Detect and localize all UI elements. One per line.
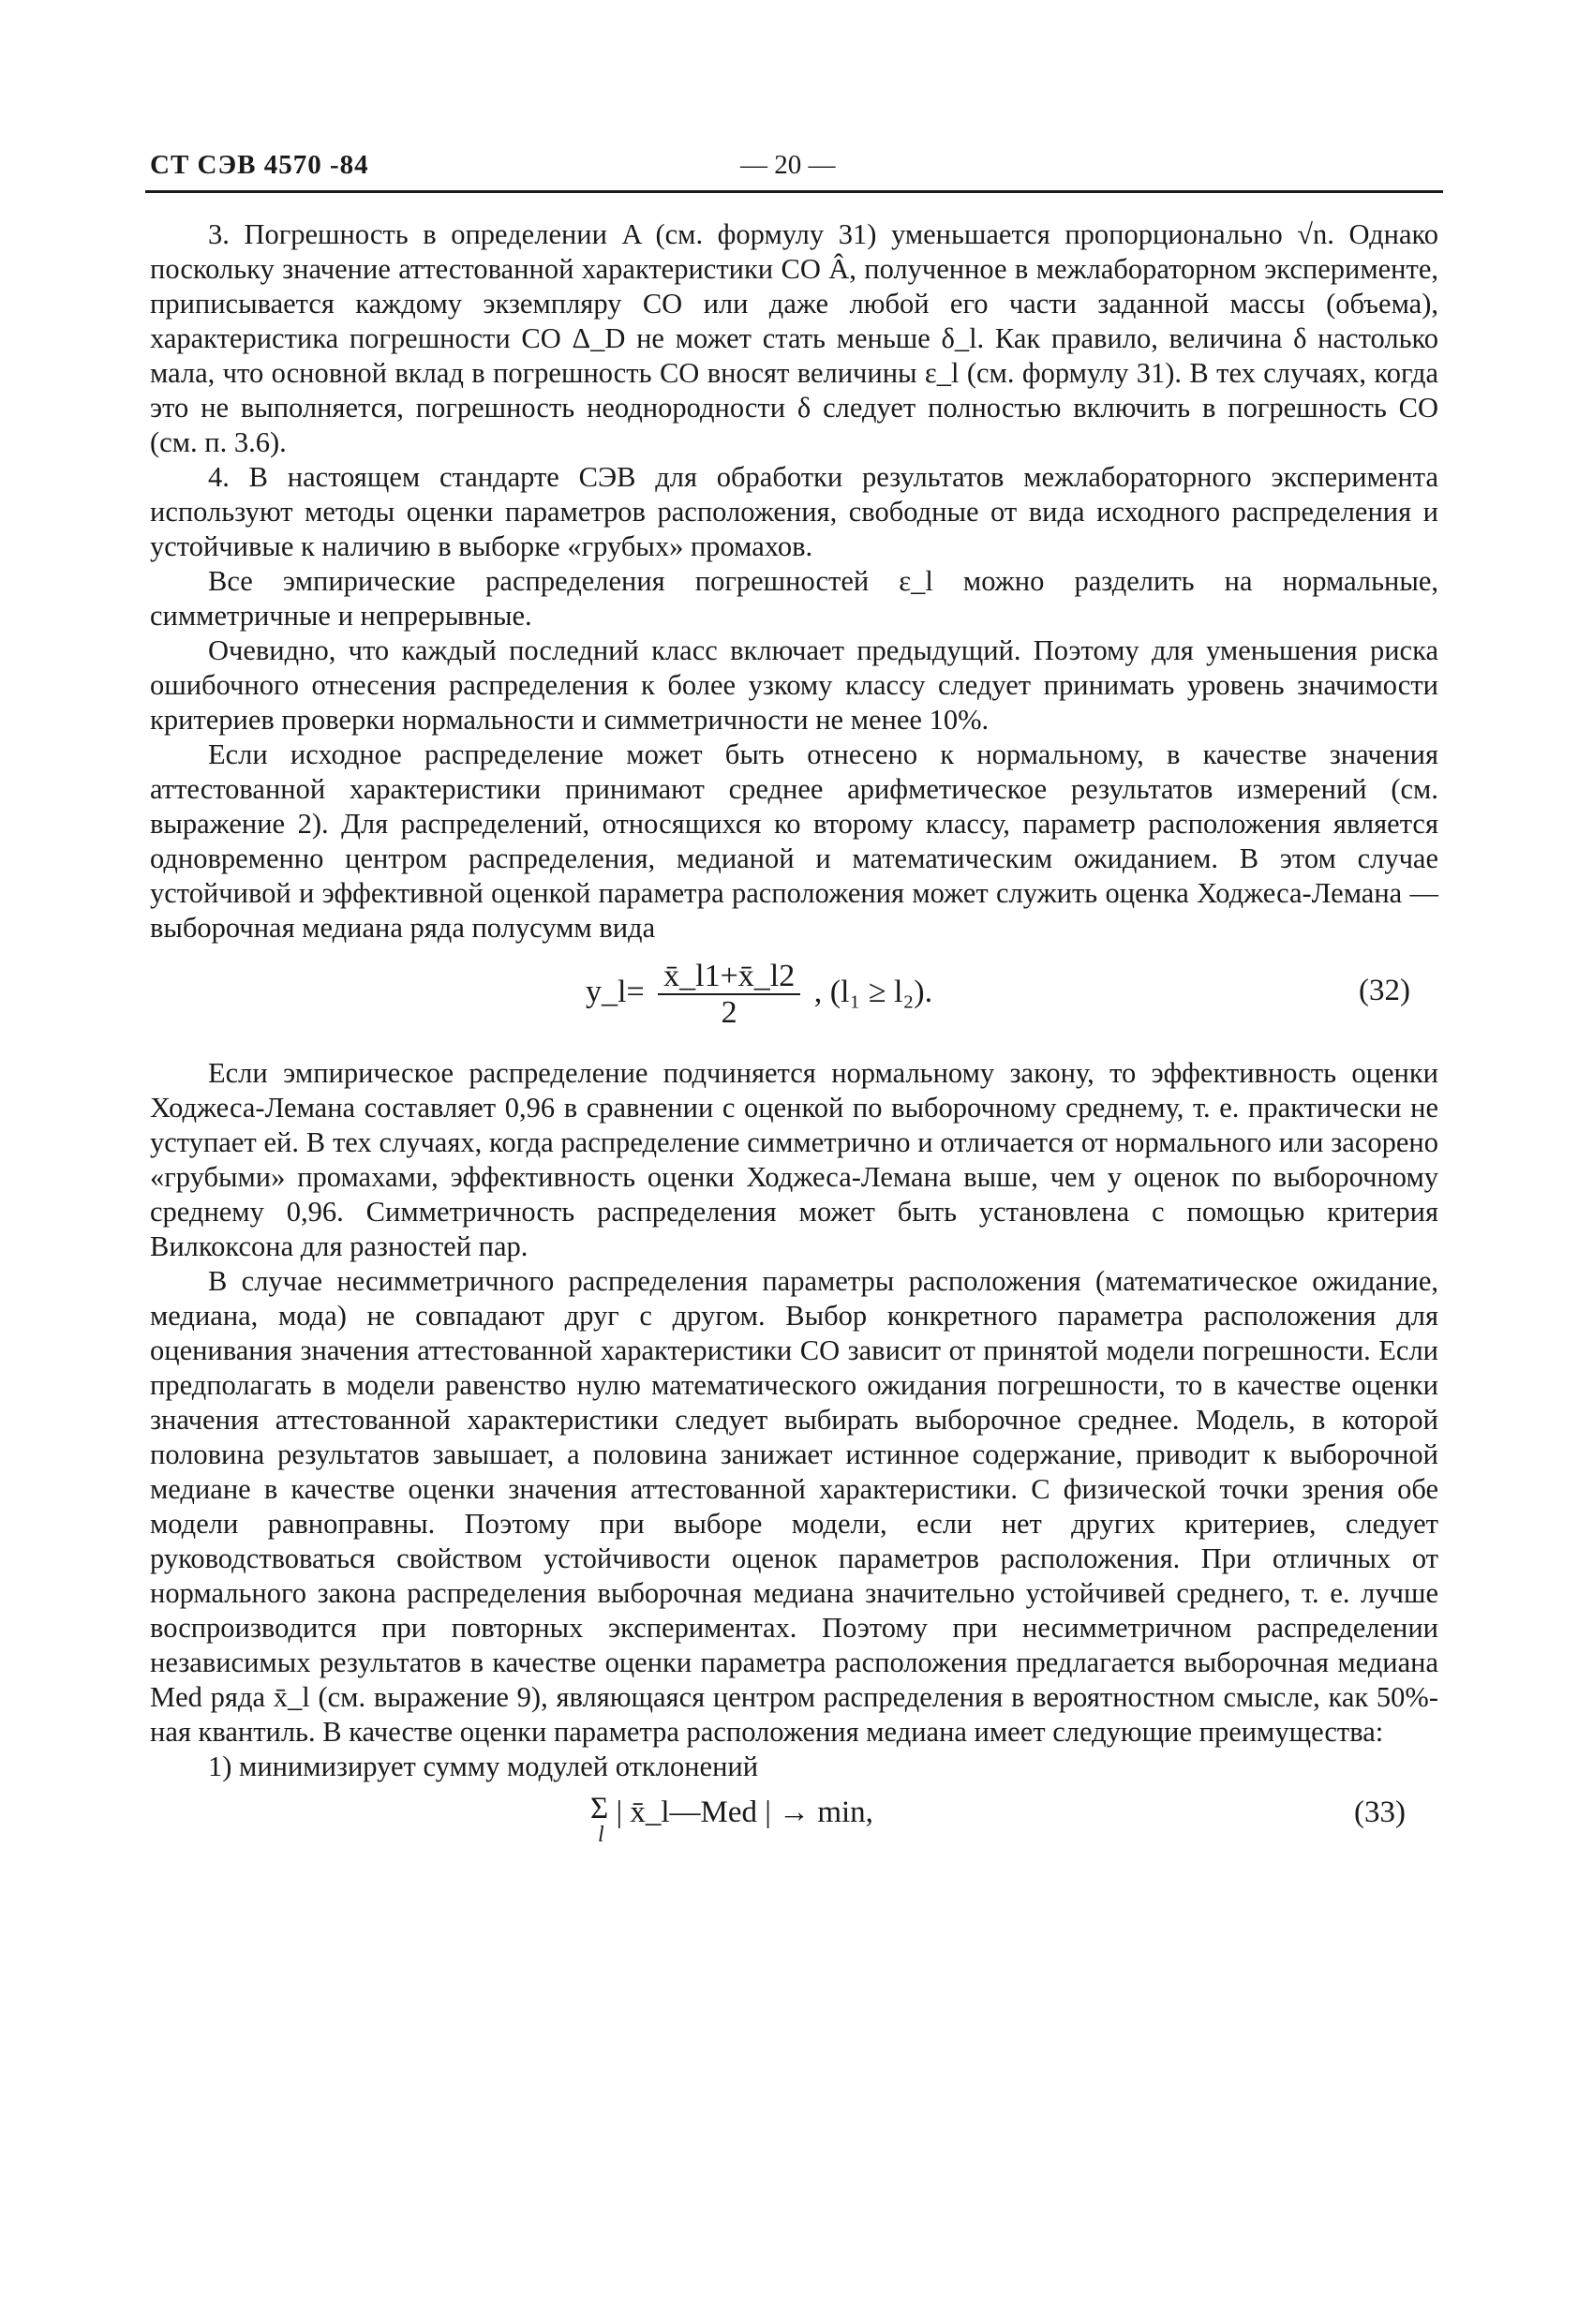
equation-32-lhs: y_l= bbox=[586, 974, 645, 1009]
equation-32-condition: , (l₁ ≥ l₂). bbox=[813, 974, 933, 1009]
paragraph-classes: Очевидно, что каждый последний класс включает предыдущий. Поэтому для уменьшения риска ошибочного отнесения распределения к более узкому классу следует принимать уровень значимости критериев проверки нормальности и симметричности не менее 10%. bbox=[150, 634, 1438, 736]
sum-symbol bbox=[590, 1792, 609, 1848]
sigma-glyph: Σ bbox=[590, 1792, 609, 1825]
equation-33-body: | x̄_l—Med | → min, bbox=[616, 1795, 873, 1829]
equation-32-number: (32) bbox=[1359, 974, 1410, 1007]
paragraph-normal: Если исходное распределение может быть отнесено к нормальному, в качестве значения аттестованной характеристики принимают среднее арифметическое результатов измерений (см. выражение 2). Для распределений, относящихся ко второму классу, параметр расположения является одновременно центром распределения, медианой и математическим ожиданием. В этом случае устойчивой и эффективной оценкой параметра расположения может служить оценка Ходжеса-Лемана — выборочная медиана ряда полусумм вида bbox=[150, 738, 1438, 944]
paragraph-efficiency: Если эмпирическое распределение подчиняется нормальному закону, то эффективность оценки Ходжеса-Лемана составляет 0,96 в сравнении с оценкой по выборочному среднему, т. е. практически не уступает ей. В тех случаях, когда распределение симметрично и отличается от нормального или засорено «грубыми» промахами, эффективность оценки Ходжеса-Лемана выше, чем у оценок по выборочному среднему 0,96. Симметричность распределения может быть установлена с помощью критерия Вилкоксона для разностей пар. bbox=[150, 1057, 1438, 1262]
paragraph-3: 3. Погрешность в определении A (см. формулу 31) уменьшается пропорционально √n. Однако поскольку значение аттестованной характеристики СО Â, полученное в межлабораторном эксперименте, приписывается каждому экземпляру СО или даже любой его части заданной массы (объема), характеристика погрешности СО Δ_D не может стать меньше δ_l. Как правило, величина δ настолько мала, что основной вклад в погрешность СО вносят величины ε_l (см. формулу 31). В тех случаях, когда это не выполняется, погрешность неоднородности δ следует полностью включить в погрешность СО (см. п. 3.6). bbox=[150, 218, 1438, 458]
equation-33 bbox=[150, 1790, 1438, 1865]
paragraph-4: 4. В настоящем стандарте СЭВ для обработки результатов межлабораторного эксперимента используют методы оценки параметров расположения, свободные от вида исходного распределения и устойчивые к наличию в выборке «грубых» промахов. bbox=[150, 461, 1438, 562]
body-text bbox=[150, 217, 1438, 1865]
paragraph-asymmetric: В случае несимметричного распределения параметры расположения (математическое ожидание, медиана, мода) не совпадают друг с другом. Выбор конкретного параметра расположения для оценивания значения аттестованной характеристики СО зависит от принятой модели погрешности. Если предполагать в модели равенство нулю математического ожидания погрешности, то в качестве оценки значения аттестованной характеристики следует выбирать выборочное среднее. Модель, в которой половина результатов завышает, а половина занижает истинное содержание, приводит к выборочной медиане в качестве оценки значения аттестованной характеристики. С физической точки зрения обе модели равноправны. Поэтому при выборе модели, если нет других критериев, следует руководствоваться свойством устойчивости оценок параметров расположения. При отличных от нормального закона распределения выборочная медиана значительно устойчивей среднего, т. е. лучше воспроизводится при повторных экспериментах. Поэтому при несимметричном распределении независимых результатов в качестве оценки параметра расположения предлагается выборочная медиана Med ряда x̄_l (см. выражение 9), являющаяся центром распределения в вероятностном смысле, как 50%-ная квантиль. В качестве оценки параметра расположения медиана имеет следующие преимущества: bbox=[150, 1265, 1438, 1748]
equation-32-numerator: x̄_l1+x̄_l2 bbox=[658, 959, 800, 995]
equation-32-denominator: 2 bbox=[721, 995, 737, 1030]
equation-32-fraction bbox=[658, 959, 800, 1030]
paragraph-list-item-1: 1) минимизирует сумму модулей отклонений bbox=[208, 1750, 759, 1782]
equation-32 bbox=[150, 957, 1438, 1032]
paragraph-distributions: Все эмпирические распределения погрешностей ε_l можно разделить на нормальные, симметричные и непрерывные. bbox=[150, 565, 1438, 632]
sigma-index: l bbox=[598, 1823, 604, 1847]
page-number: — 20 — bbox=[740, 150, 836, 180]
header-rule bbox=[145, 190, 1443, 193]
standard-code: СТ СЭВ 4570 -84 bbox=[150, 150, 369, 180]
equation-33-number: (33) bbox=[1354, 1795, 1406, 1829]
